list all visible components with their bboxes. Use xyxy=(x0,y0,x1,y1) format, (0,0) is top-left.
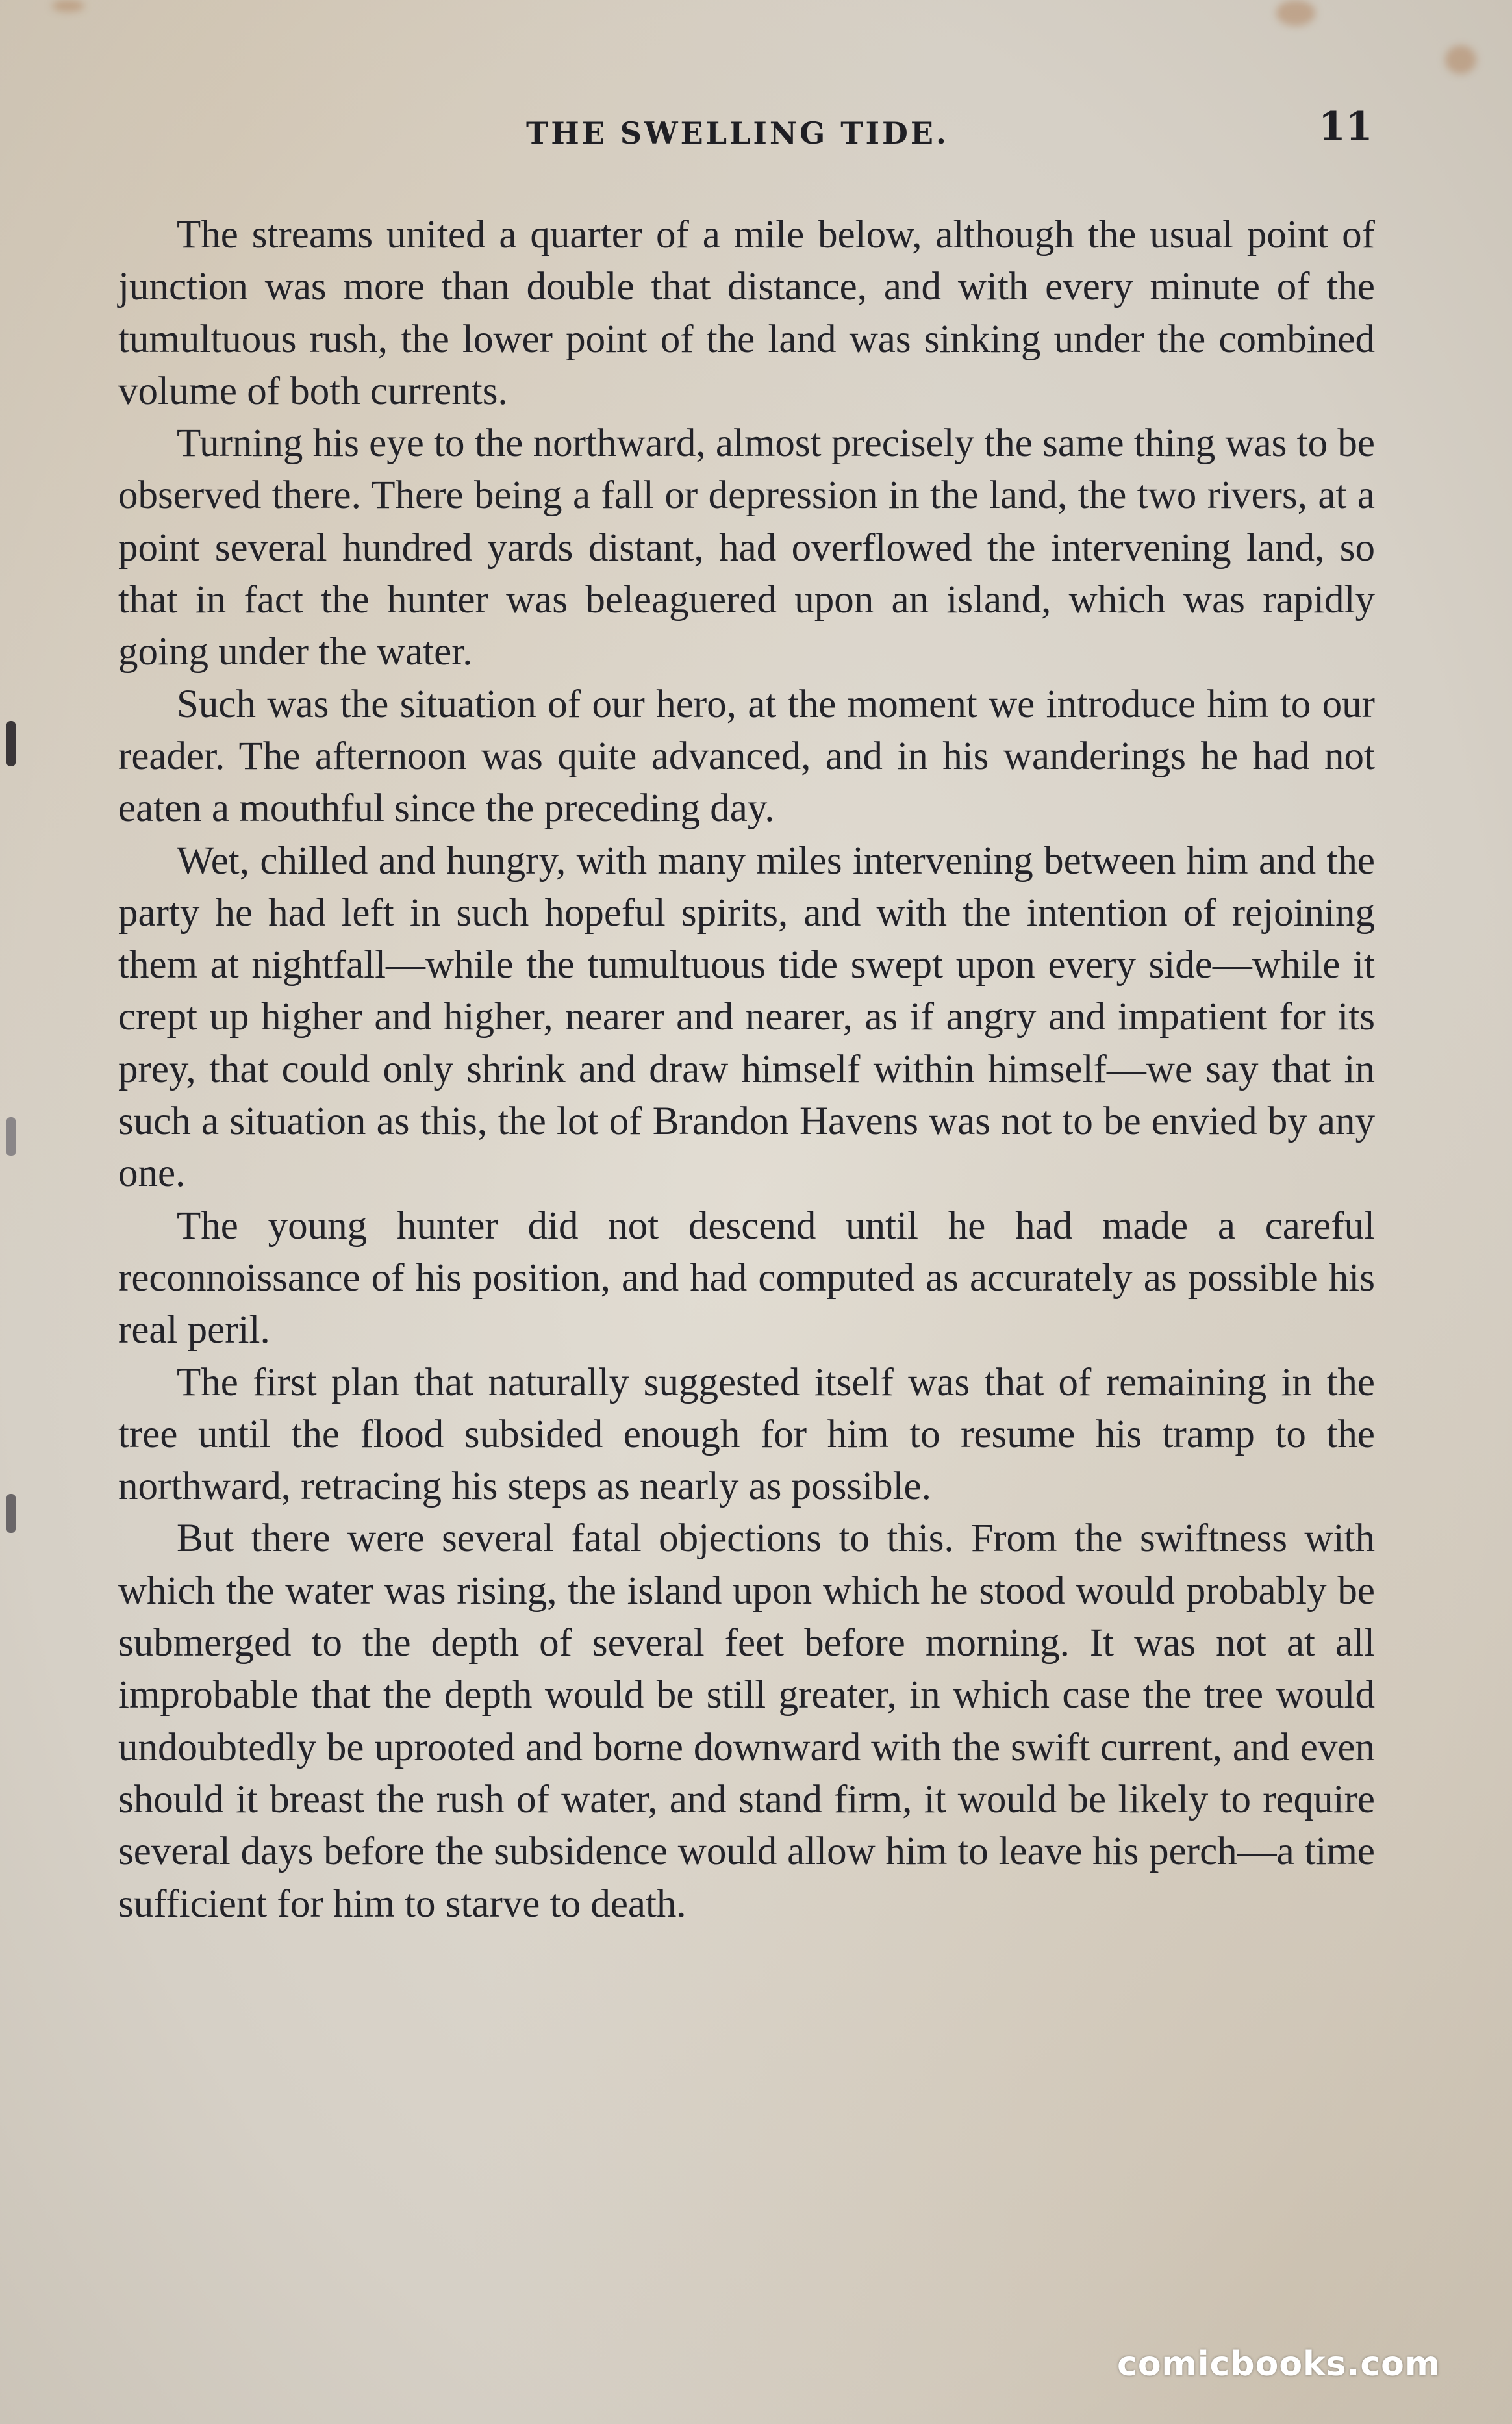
page-header xyxy=(0,97,1512,175)
paper-stain xyxy=(52,0,84,12)
body-text xyxy=(118,209,1375,1930)
paragraph: Such was the situation of our hero, at the moment we introduce him to our reader. The afternoon was quite advanced, and in his wanderings he had not eaten a mouthful since the preceding day. xyxy=(118,682,1375,831)
binding-mark xyxy=(6,1117,16,1156)
watermark: comicbooks.com xyxy=(1117,2345,1441,2384)
binding-mark xyxy=(6,1494,16,1533)
binding-mark xyxy=(6,721,16,766)
paragraph: The first plan that naturally suggested itself was that of remaining in the tree until the flood subsided enough for him to resume his tramp to the northward, retracing his steps as nearly as possible. xyxy=(118,1360,1375,1509)
running-title: THE SWELLING TIDE. xyxy=(526,116,949,151)
paragraph: The young hunter did not descend until he had made a careful reconnoissance of his position, and had computed as accurately as possible his real peril. xyxy=(118,1204,1375,1352)
paragraph: But there were several fatal objections to this. From the swiftness with which the water was rising, the island upon which he stood would probably be submerged to the depth of several feet before morning. It was not at all improbable that the depth would be still greater, in which case the tree would undoubtedly be uprooted and borne downward with the swift current, and even should it breast the rush of water, and stand firm, it would be likely to require several days before the subsidence would allow him to leave his perch—a time sufficient for him to starve to death. xyxy=(118,1517,1375,1926)
paragraph: The streams united a quarter of a mile below, although the usual point of junction was more than double that distance, and with every minute of the tumultuous rush, the lower point of the land was sinking under the combined volume of both currents. xyxy=(118,213,1375,413)
paper-stain xyxy=(1276,0,1315,26)
paper-stain xyxy=(1445,45,1476,74)
page-number: 11 xyxy=(1318,104,1373,149)
paragraph: Wet, chilled and hungry, with many miles intervening between him and the party he had left in such hopeful spirits, and with the intention of rejoining them at nightfall—while the tumultuous tide swept upon every side—while it crept up higher and higher, nearer and nearer, as if angry and impatient for its prey, that could only shrink and draw himself within himself—we say that in such a situation as this, the lot of Brandon Havens was not to be envied by any one. xyxy=(118,839,1375,1196)
paragraph: Turning his eye to the northward, almost precisely the same thing was to be observed there. There being a fall or depression in the land, the two rivers, at a point several hundred yards distant, had overflowed the intervening land, so that in fact the hunter was beleaguered upon an island, which was rapidly going under the water. xyxy=(118,422,1375,674)
